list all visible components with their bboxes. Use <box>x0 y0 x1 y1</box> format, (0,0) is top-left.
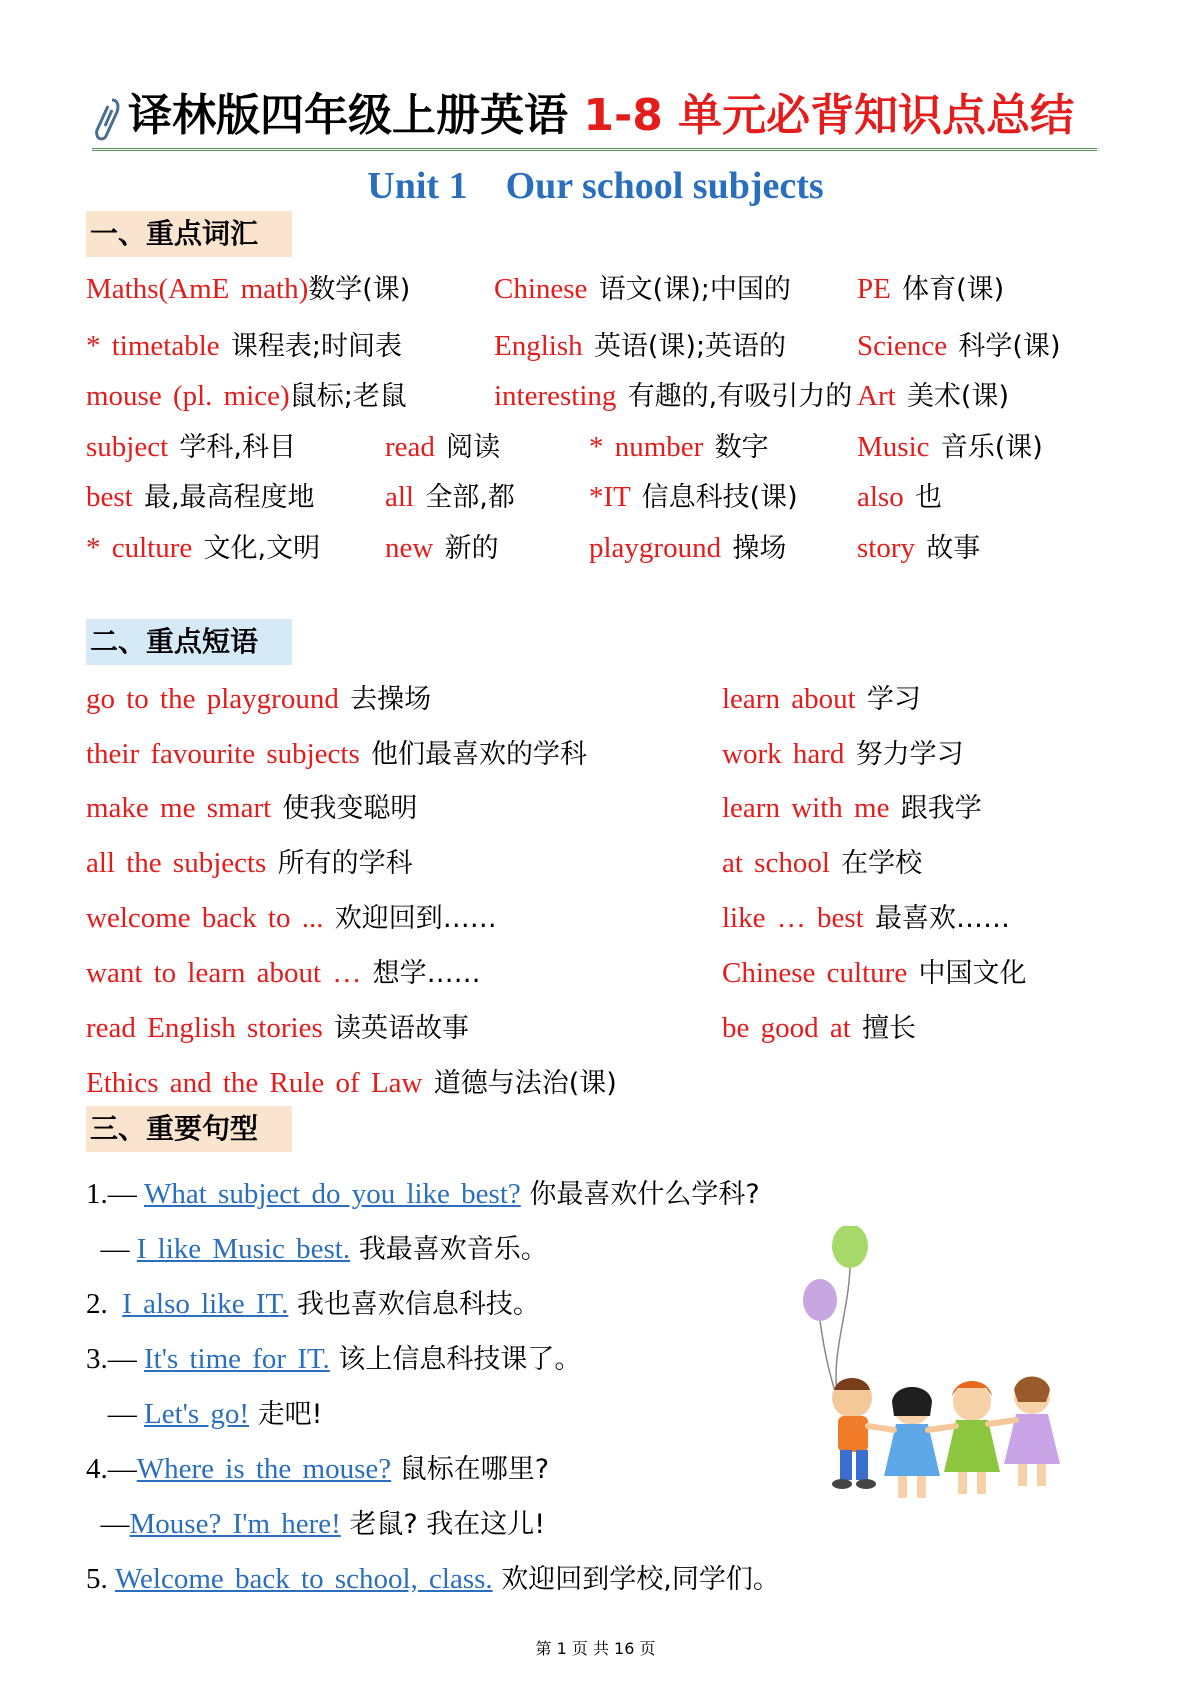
vocab-chinese: 也 <box>914 482 942 513</box>
phrase-english: at school <box>722 847 842 879</box>
phrase-chinese: 去操场 <box>350 684 432 715</box>
title-part-1: 译林版四年级上册英语 <box>128 90 584 141</box>
sentence-number: 1.— <box>86 1178 144 1210</box>
vocab-english: best <box>86 481 144 513</box>
vocab-chinese: 课程表;时间表 <box>230 331 403 362</box>
phrase-english: read English stories <box>86 1012 334 1044</box>
phrase-chinese: 跟我学 <box>900 793 982 824</box>
paperclip-icon <box>92 96 122 142</box>
vocab-chinese: 数学(课) <box>308 274 411 305</box>
phrase-english: Chinese culture <box>722 957 919 989</box>
sentence-english: I like Music best. <box>136 1233 351 1265</box>
vocab-english: Chinese <box>494 273 599 305</box>
vocab-entry <box>857 476 942 518</box>
phrase-item <box>86 897 497 939</box>
vocab-chinese: 语文(课);中国的 <box>598 274 791 305</box>
vocab-entry <box>86 426 296 468</box>
sentence-number: — <box>86 1398 144 1430</box>
sentence-line <box>86 1338 581 1380</box>
vocab-english: subject <box>86 431 180 463</box>
sentence-line <box>86 1503 545 1545</box>
vocab-entry <box>86 375 407 417</box>
vocab-english: mouse (pl. mice) <box>86 380 290 412</box>
vocab-chinese: 有趣的,有吸引力的 <box>627 381 853 412</box>
unit-heading: Unit 1 Our school subjects <box>367 165 824 207</box>
sentence-chinese: 老鼠? 我在这儿! <box>340 1509 546 1540</box>
vocab-english: read <box>385 431 447 463</box>
vocab-chinese: 学科,科目 <box>179 432 296 463</box>
vocab-chinese: 操场 <box>732 533 787 564</box>
sentence-chinese: 鼠标在哪里? <box>391 1454 550 1485</box>
phrase-english: their favourite subjects <box>86 738 371 770</box>
vocab-entry <box>589 476 798 518</box>
vocab-english: playground <box>589 532 733 564</box>
vocab-english: new <box>385 532 445 564</box>
section-heading-vocab: 一、重点词汇 <box>86 211 292 257</box>
page-footer: 第 1 页 共 16 页 <box>535 1639 656 1658</box>
vocab-chinese: 音乐(课) <box>940 432 1043 463</box>
phrase-item <box>722 842 922 884</box>
document-title <box>92 86 1097 151</box>
sentence-line <box>86 1393 322 1435</box>
sentence-english: Welcome back to school, class. <box>115 1563 493 1595</box>
vocab-entry <box>385 527 499 569</box>
phrase-english: go to the playground <box>86 683 351 715</box>
vocab-entry <box>86 476 315 518</box>
vocab-entry <box>86 527 320 569</box>
sentence-number: 2. <box>86 1288 123 1320</box>
phrase-chinese: 想学…… <box>372 958 481 989</box>
sentence-english: What subject do you like best? <box>144 1178 521 1210</box>
phrase-english: like … best <box>722 902 875 934</box>
phrase-chinese: 使我变聪明 <box>282 793 418 824</box>
vocab-english: Maths(AmE math) <box>86 273 309 305</box>
vocab-english: *IT <box>589 481 642 513</box>
phrase-english: learn about <box>722 683 867 715</box>
phrase-item <box>86 1007 469 1049</box>
vocab-entry <box>589 527 786 569</box>
phrase-item <box>86 1062 617 1104</box>
phrase-chinese: 努力学习 <box>855 739 964 770</box>
sentence-line <box>86 1228 548 1270</box>
phrase-item <box>86 733 587 775</box>
phrase-english: all the subjects <box>86 847 278 879</box>
phrase-item <box>722 787 982 829</box>
sentence-english: Let's go! <box>144 1398 250 1430</box>
phrase-chinese: 他们最喜欢的学科 <box>371 739 587 770</box>
sentence-chinese: 欢迎回到学校,同学们。 <box>492 1564 780 1595</box>
phrase-chinese: 读英语故事 <box>333 1013 469 1044</box>
vocab-entry <box>857 268 1004 310</box>
phrase-english: be good at <box>722 1012 863 1044</box>
phrase-chinese: 道德与法治(课) <box>433 1068 617 1099</box>
vocab-chinese: 科学(课) <box>958 331 1061 362</box>
sentence-chinese: 走吧! <box>249 1399 323 1430</box>
sentence-number: 3.— <box>86 1343 144 1375</box>
phrase-chinese: 最喜欢…… <box>874 903 1010 934</box>
vocab-english: Art <box>857 380 907 412</box>
vocab-chinese: 全部,都 <box>425 482 515 513</box>
vocab-english: * culture <box>86 532 204 564</box>
vocab-chinese: 新的 <box>444 533 499 564</box>
vocab-entry <box>857 426 1043 468</box>
phrase-item <box>722 733 964 775</box>
vocab-chinese: 文化,文明 <box>203 533 321 564</box>
vocab-chinese: 最,最高程度地 <box>143 482 315 513</box>
phrase-english: Ethics and the Rule of Law <box>86 1067 434 1099</box>
vocab-row <box>0 426 1191 470</box>
vocab-chinese: 数字 <box>714 432 769 463</box>
sentence-chinese: 我最喜欢音乐。 <box>350 1234 548 1265</box>
sentence-english: It's time for IT. <box>144 1343 330 1375</box>
title-part-2: 1-8 单元必背知识点总结 <box>583 90 1075 141</box>
vocab-english: English <box>494 330 594 362</box>
vocab-english: Science <box>857 330 959 362</box>
section-heading-phrases: 二、重点短语 <box>86 619 292 665</box>
vocab-chinese: 英语(课);英语的 <box>593 331 787 362</box>
vocab-english: also <box>857 481 915 513</box>
vocab-chinese: 鼠标;老鼠 <box>289 381 407 412</box>
phrase-english: want to learn about … <box>86 957 373 989</box>
phrase-english: make me smart <box>86 792 283 824</box>
vocab-english: all <box>385 481 426 513</box>
phrase-item <box>86 842 413 884</box>
phrase-item <box>722 678 921 720</box>
vocab-row <box>0 527 1191 571</box>
vocab-english: story <box>857 532 927 564</box>
vocab-chinese: 美术(课) <box>906 381 1009 412</box>
vocab-row <box>0 268 1191 312</box>
vocab-english: * number <box>589 431 715 463</box>
vocab-row <box>0 476 1191 520</box>
sentence-english: Where is the mouse? <box>136 1453 392 1485</box>
sentence-english: I also like IT. <box>122 1288 289 1320</box>
vocab-entry <box>385 476 515 518</box>
vocab-entry <box>857 375 1009 417</box>
vocab-chinese: 信息科技(课) <box>641 482 798 513</box>
vocab-row <box>0 375 1191 419</box>
phrase-chinese: 在学校 <box>841 848 923 879</box>
sentence-line <box>86 1558 780 1600</box>
phrase-english: work hard <box>722 738 856 770</box>
sentence-chinese: 我也喜欢信息科技。 <box>288 1289 540 1320</box>
phrase-chinese: 所有的学科 <box>277 848 413 879</box>
vocab-entry <box>494 268 791 310</box>
phrase-english: welcome back to ... <box>86 902 335 934</box>
phrase-chinese: 擅长 <box>862 1013 917 1044</box>
phrase-item <box>86 678 431 720</box>
phrase-chinese: 欢迎回到…… <box>334 903 497 934</box>
sentence-chinese: 该上信息科技课了。 <box>329 1344 582 1375</box>
vocab-entry <box>857 527 980 569</box>
sentence-number: 5. <box>86 1563 115 1595</box>
phrase-item <box>722 897 1010 939</box>
vocab-entry <box>385 426 500 468</box>
vocab-chinese: 阅读 <box>446 432 501 463</box>
sentence-line <box>86 1448 549 1490</box>
sentence-line <box>86 1283 540 1325</box>
sentence-english: Mouse? I'm here! <box>129 1508 341 1540</box>
vocab-chinese: 故事 <box>926 533 981 564</box>
phrase-item <box>86 787 417 829</box>
phrase-chinese: 学习 <box>866 684 921 715</box>
section-heading-sentences: 三、重要句型 <box>86 1106 292 1152</box>
vocab-entry <box>86 268 410 310</box>
phrase-item <box>722 1007 916 1049</box>
sentence-chinese: 你最喜欢什么学科? <box>520 1179 760 1210</box>
sentence-number: — <box>86 1508 130 1540</box>
sentence-number: — <box>86 1233 137 1265</box>
phrase-chinese: 中国文化 <box>918 958 1027 989</box>
vocab-entry <box>589 426 769 468</box>
phrase-english: learn with me <box>722 792 901 824</box>
vocab-entry <box>494 325 786 367</box>
vocab-english: PE <box>857 273 903 305</box>
vocab-english: Music <box>857 431 941 463</box>
phrase-item <box>722 952 1026 994</box>
vocab-english: * timetable <box>86 330 231 362</box>
phrase-item <box>86 952 481 994</box>
sentence-number: 4.— <box>86 1453 137 1485</box>
vocab-row <box>0 325 1191 369</box>
vocab-entry <box>857 325 1061 367</box>
vocab-entry <box>86 325 402 367</box>
vocab-english: interesting <box>494 380 628 412</box>
vocab-entry <box>494 375 852 417</box>
sentence-line <box>86 1173 760 1215</box>
children-balloons-illustration <box>790 1226 1090 1526</box>
vocab-chinese: 体育(课) <box>902 274 1005 305</box>
